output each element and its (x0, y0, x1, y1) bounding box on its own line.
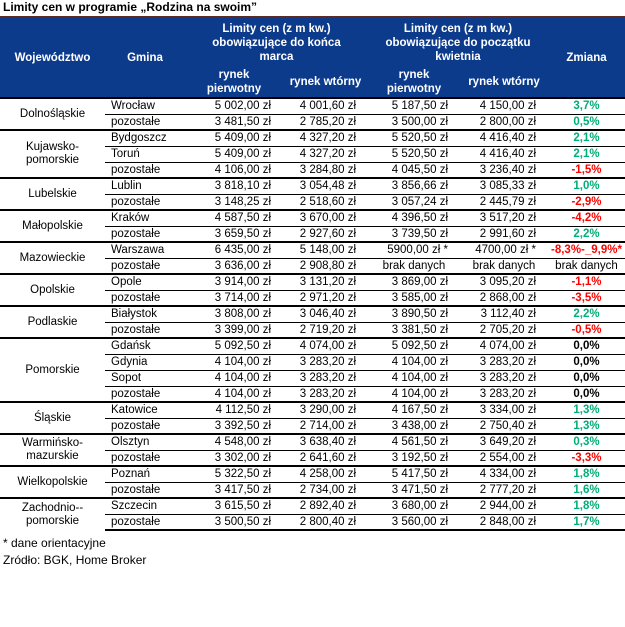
cell-change: 0,0% (548, 386, 625, 402)
cell-gmina: pozostałe (105, 514, 185, 530)
cell-change: 2,1% (548, 130, 625, 146)
cell-change: 2,1% (548, 146, 625, 162)
cell-gmina: Sopot (105, 370, 185, 386)
cell-change: -0,5% (548, 322, 625, 338)
cell-primary-from-april: 3 500,00 zł (368, 114, 460, 130)
cell-secondary-to-march: 4 001,60 zł (283, 98, 368, 114)
cell-voivodeship: Podlaskie (0, 306, 105, 338)
cell-change: 0,5% (548, 114, 625, 130)
cell-voivodeship: Pomorskie (0, 338, 105, 402)
cell-primary-from-april: 3 680,00 zł (368, 498, 460, 514)
cell-secondary-to-march: 5 148,00 zł (283, 242, 368, 258)
cell-primary-to-march: 3 714,00 zł (185, 290, 283, 306)
cell-secondary-from-april: 4 416,40 zł (460, 130, 548, 146)
cell-secondary-to-march: 2 892,40 zł (283, 498, 368, 514)
cell-primary-from-april: 4 561,50 zł (368, 434, 460, 450)
cell-change: 0,3% (548, 434, 625, 450)
cell-voivodeship: Dolnośląskie (0, 98, 105, 130)
cell-voivodeship: Warmińsko-mazurskie (0, 434, 105, 466)
cell-secondary-from-april: 3 095,20 zł (460, 274, 548, 290)
cell-primary-from-april: 4 104,00 zł (368, 354, 460, 370)
cell-secondary-to-march: 2 641,60 zł (283, 450, 368, 466)
cell-voivodeship: Lubelskie (0, 178, 105, 210)
table-row (0, 130, 625, 146)
table-row (0, 434, 625, 450)
cell-gmina: pozostałe (105, 258, 185, 274)
cell-primary-to-march: 3 302,00 zł (185, 450, 283, 466)
footnote-source: Zródło: BGK, Home Broker (3, 553, 147, 567)
cell-gmina: Poznań (105, 466, 185, 482)
cell-gmina: Katowice (105, 402, 185, 418)
footer (0, 531, 625, 569)
cell-gmina: pozostałe (105, 290, 185, 306)
cell-change: 0,0% (548, 338, 625, 354)
cell-gmina: Białystok (105, 306, 185, 322)
cell-primary-from-april: 5 417,50 zł (368, 466, 460, 482)
table-row (0, 210, 625, 226)
cell-secondary-to-march: 2 734,00 zł (283, 482, 368, 498)
cell-primary-to-march: 3 808,00 zł (185, 306, 283, 322)
cell-secondary-from-april: 4 416,40 zł (460, 146, 548, 162)
cell-secondary-from-april: brak danych (460, 258, 548, 274)
cell-primary-to-march: 6 435,00 zł (185, 242, 283, 258)
cell-primary-to-march: 4 587,50 zł (185, 210, 283, 226)
cell-secondary-from-april: 4700,00 zł * (460, 242, 548, 258)
cell-change: -3,5% (548, 290, 625, 306)
cell-secondary-to-march: 3 283,20 zł (283, 386, 368, 402)
cell-secondary-to-march: 3 638,40 zł (283, 434, 368, 450)
cell-secondary-to-march: 4 327,20 zł (283, 130, 368, 146)
cell-secondary-to-march: 3 046,40 zł (283, 306, 368, 322)
col-header-primary-market-april: rynek pierwotny (368, 67, 460, 98)
cell-secondary-to-march: 3 283,20 zł (283, 370, 368, 386)
page-title: Limity cen w programie „Rodzina na swoim” (3, 0, 258, 14)
table-row (0, 466, 625, 482)
footnote-orientation: * dane orientacyjne (3, 536, 106, 550)
cell-voivodeship: Śląskie (0, 402, 105, 434)
cell-secondary-from-april: 2 777,20 zł (460, 482, 548, 498)
table-row (0, 306, 625, 322)
col-header-limits-march: Limity cen (z m kw.) obowiązujące do końca marca (185, 17, 368, 67)
cell-gmina: Wrocław (105, 98, 185, 114)
cell-gmina: pozostałe (105, 162, 185, 178)
cell-change: 0,0% (548, 370, 625, 386)
cell-gmina: Gdynia (105, 354, 185, 370)
cell-secondary-to-march: 2 518,60 zł (283, 194, 368, 210)
cell-primary-from-april: 3 381,50 zł (368, 322, 460, 338)
cell-secondary-to-march: 2 971,20 zł (283, 290, 368, 306)
cell-change: -1,5% (548, 162, 625, 178)
table-row (0, 98, 625, 114)
cell-gmina: Warszawa (105, 242, 185, 258)
cell-primary-from-april: 5 520,50 zł (368, 146, 460, 162)
cell-secondary-from-april: 3 649,20 zł (460, 434, 548, 450)
cell-primary-to-march: 5 322,50 zł (185, 466, 283, 482)
cell-change: 1,8% (548, 498, 625, 514)
cell-primary-to-march: 3 148,25 zł (185, 194, 283, 210)
cell-change: -3,3% (548, 450, 625, 466)
cell-change: -2,9% (548, 194, 625, 210)
cell-secondary-from-april: 2 554,00 zł (460, 450, 548, 466)
table-body (0, 98, 625, 530)
cell-gmina: Toruń (105, 146, 185, 162)
cell-secondary-from-april: 2 705,20 zł (460, 322, 548, 338)
col-header-secondary-market-april: rynek wtórny (460, 67, 548, 98)
cell-primary-from-april: 5 092,50 zł (368, 338, 460, 354)
cell-change: 1,7% (548, 514, 625, 530)
cell-secondary-from-april: 3 283,20 zł (460, 386, 548, 402)
cell-change: 2,2% (548, 306, 625, 322)
cell-primary-from-april: 3 560,00 zł (368, 514, 460, 530)
cell-change: 1,8% (548, 466, 625, 482)
cell-secondary-to-march: 4 258,00 zł (283, 466, 368, 482)
cell-secondary-from-april: 2 944,00 zł (460, 498, 548, 514)
col-header-limits-april: Limity cen (z m kw.) obowiązujące do początku kwietnia (368, 17, 548, 67)
cell-primary-from-april: 4 104,00 zł (368, 370, 460, 386)
cell-gmina: pozostałe (105, 114, 185, 130)
cell-secondary-from-april: 2 800,00 zł (460, 114, 548, 130)
cell-secondary-to-march: 3 054,48 zł (283, 178, 368, 194)
cell-primary-to-march: 4 104,00 zł (185, 370, 283, 386)
cell-secondary-from-april: 2 868,00 zł (460, 290, 548, 306)
col-header-secondary-market-march: rynek wtórny (283, 67, 368, 98)
col-header-primary-market-march: rynek pierwotny (185, 67, 283, 98)
table-row (0, 178, 625, 194)
cell-primary-from-april: 5 187,50 zł (368, 98, 460, 114)
cell-secondary-to-march: 3 284,80 zł (283, 162, 368, 178)
cell-primary-to-march: 3 399,00 zł (185, 322, 283, 338)
cell-secondary-to-march: 2 719,20 zł (283, 322, 368, 338)
table-row (0, 274, 625, 290)
cell-secondary-from-april: 4 150,00 zł (460, 98, 548, 114)
cell-change: 1,3% (548, 402, 625, 418)
cell-gmina: Lublin (105, 178, 185, 194)
cell-change: 1,3% (548, 418, 625, 434)
cell-secondary-to-march: 2 927,60 zł (283, 226, 368, 242)
cell-change: 2,2% (548, 226, 625, 242)
cell-secondary-from-april: 3 236,40 zł (460, 162, 548, 178)
cell-primary-to-march: 3 481,50 zł (185, 114, 283, 130)
cell-primary-from-april: 3 890,50 zł (368, 306, 460, 322)
cell-secondary-to-march: 2 908,80 zł (283, 258, 368, 274)
cell-gmina: pozostałe (105, 322, 185, 338)
cell-primary-from-april: 4 104,00 zł (368, 386, 460, 402)
table-row (0, 498, 625, 514)
cell-gmina: Gdańsk (105, 338, 185, 354)
cell-primary-to-march: 5 002,00 zł (185, 98, 283, 114)
cell-voivodeship: Zachodnio--pomorskie (0, 498, 105, 530)
cell-primary-to-march: 5 092,50 zł (185, 338, 283, 354)
cell-gmina: pozostałe (105, 482, 185, 498)
cell-primary-from-april: 4 167,50 zł (368, 402, 460, 418)
cell-primary-from-april: 4 396,50 zł (368, 210, 460, 226)
cell-gmina: Olsztyn (105, 434, 185, 450)
cell-change: 1,6% (548, 482, 625, 498)
cell-primary-from-april: 3 057,24 zł (368, 194, 460, 210)
cell-gmina: pozostałe (105, 226, 185, 242)
cell-primary-to-march: 4 104,00 zł (185, 354, 283, 370)
cell-secondary-from-april: 3 283,20 zł (460, 370, 548, 386)
cell-gmina: Bydgoszcz (105, 130, 185, 146)
cell-primary-from-april: 3 585,00 zł (368, 290, 460, 306)
cell-primary-from-april: 3 438,00 zł (368, 418, 460, 434)
cell-primary-from-april: 4 045,50 zł (368, 162, 460, 178)
cell-secondary-from-april: 2 991,60 zł (460, 226, 548, 242)
cell-primary-from-april: 3 192,50 zł (368, 450, 460, 466)
cell-secondary-from-april: 4 334,00 zł (460, 466, 548, 482)
cell-secondary-from-april: 3 085,33 zł (460, 178, 548, 194)
cell-primary-to-march: 5 409,00 zł (185, 146, 283, 162)
cell-secondary-to-march: 2 714,00 zł (283, 418, 368, 434)
cell-gmina: pozostałe (105, 450, 185, 466)
cell-secondary-from-april: 2 848,00 zł (460, 514, 548, 530)
cell-secondary-from-april: 2 445,79 zł (460, 194, 548, 210)
cell-secondary-to-march: 3 131,20 zł (283, 274, 368, 290)
table-row (0, 242, 625, 258)
cell-voivodeship: Opolskie (0, 274, 105, 306)
cell-voivodeship: Małopolskie (0, 210, 105, 242)
col-header-voivodeship: Województwo (0, 17, 105, 98)
table-header (0, 17, 625, 98)
cell-gmina: Kraków (105, 210, 185, 226)
col-header-gmina: Gmina (105, 17, 185, 98)
cell-voivodeship: Wielkopolskie (0, 466, 105, 498)
cell-gmina: pozostałe (105, 194, 185, 210)
price-limits-table (0, 16, 625, 531)
table-row (0, 402, 625, 418)
table-row (0, 338, 625, 354)
cell-secondary-from-april: 2 750,40 zł (460, 418, 548, 434)
cell-primary-from-april: 3 471,50 zł (368, 482, 460, 498)
cell-primary-from-april: 3 856,66 zł (368, 178, 460, 194)
cell-primary-to-march: 4 106,00 zł (185, 162, 283, 178)
cell-secondary-from-april: 3 283,20 zł (460, 354, 548, 370)
cell-gmina: Szczecin (105, 498, 185, 514)
cell-primary-from-april: 3 739,50 zł (368, 226, 460, 242)
cell-change: 1,0% (548, 178, 625, 194)
cell-secondary-to-march: 4 327,20 zł (283, 146, 368, 162)
cell-primary-to-march: 3 636,00 zł (185, 258, 283, 274)
cell-change: -1,1% (548, 274, 625, 290)
cell-voivodeship: Mazowieckie (0, 242, 105, 274)
cell-secondary-to-march: 4 074,00 zł (283, 338, 368, 354)
cell-primary-from-april: 5900,00 zł * (368, 242, 460, 258)
cell-primary-to-march: 3 417,50 zł (185, 482, 283, 498)
cell-primary-to-march: 4 112,50 zł (185, 402, 283, 418)
cell-primary-to-march: 5 409,00 zł (185, 130, 283, 146)
cell-primary-from-april: 5 520,50 zł (368, 130, 460, 146)
cell-secondary-from-april: 3 334,00 zł (460, 402, 548, 418)
cell-secondary-to-march: 3 290,00 zł (283, 402, 368, 418)
cell-primary-to-march: 4 104,00 zł (185, 386, 283, 402)
cell-secondary-from-april: 4 074,00 zł (460, 338, 548, 354)
cell-gmina: pozostałe (105, 386, 185, 402)
cell-change: 3,7% (548, 98, 625, 114)
cell-secondary-to-march: 3 670,00 zł (283, 210, 368, 226)
cell-change: brak danych (548, 258, 625, 274)
cell-gmina: Opole (105, 274, 185, 290)
cell-primary-from-april: brak danych (368, 258, 460, 274)
cell-primary-to-march: 3 818,10 zł (185, 178, 283, 194)
cell-secondary-to-march: 2 800,40 zł (283, 514, 368, 530)
cell-secondary-from-april: 3 112,40 zł (460, 306, 548, 322)
col-header-change: Zmiana (548, 17, 625, 98)
cell-primary-to-march: 3 392,50 zł (185, 418, 283, 434)
cell-secondary-from-april: 3 517,20 zł (460, 210, 548, 226)
cell-change: 0,0% (548, 354, 625, 370)
cell-change: -4,2% (548, 210, 625, 226)
cell-gmina: pozostałe (105, 418, 185, 434)
cell-primary-to-march: 3 914,00 zł (185, 274, 283, 290)
cell-secondary-to-march: 2 785,20 zł (283, 114, 368, 130)
cell-primary-to-march: 3 500,50 zł (185, 514, 283, 530)
cell-primary-from-april: 3 869,00 zł (368, 274, 460, 290)
cell-voivodeship: Kujawsko-pomorskie (0, 130, 105, 178)
cell-primary-to-march: 3 659,50 zł (185, 226, 283, 242)
cell-primary-to-march: 4 548,00 zł (185, 434, 283, 450)
cell-primary-to-march: 3 615,50 zł (185, 498, 283, 514)
cell-change: -8,3%-_9,9%* (548, 242, 625, 258)
cell-secondary-to-march: 3 283,20 zł (283, 354, 368, 370)
